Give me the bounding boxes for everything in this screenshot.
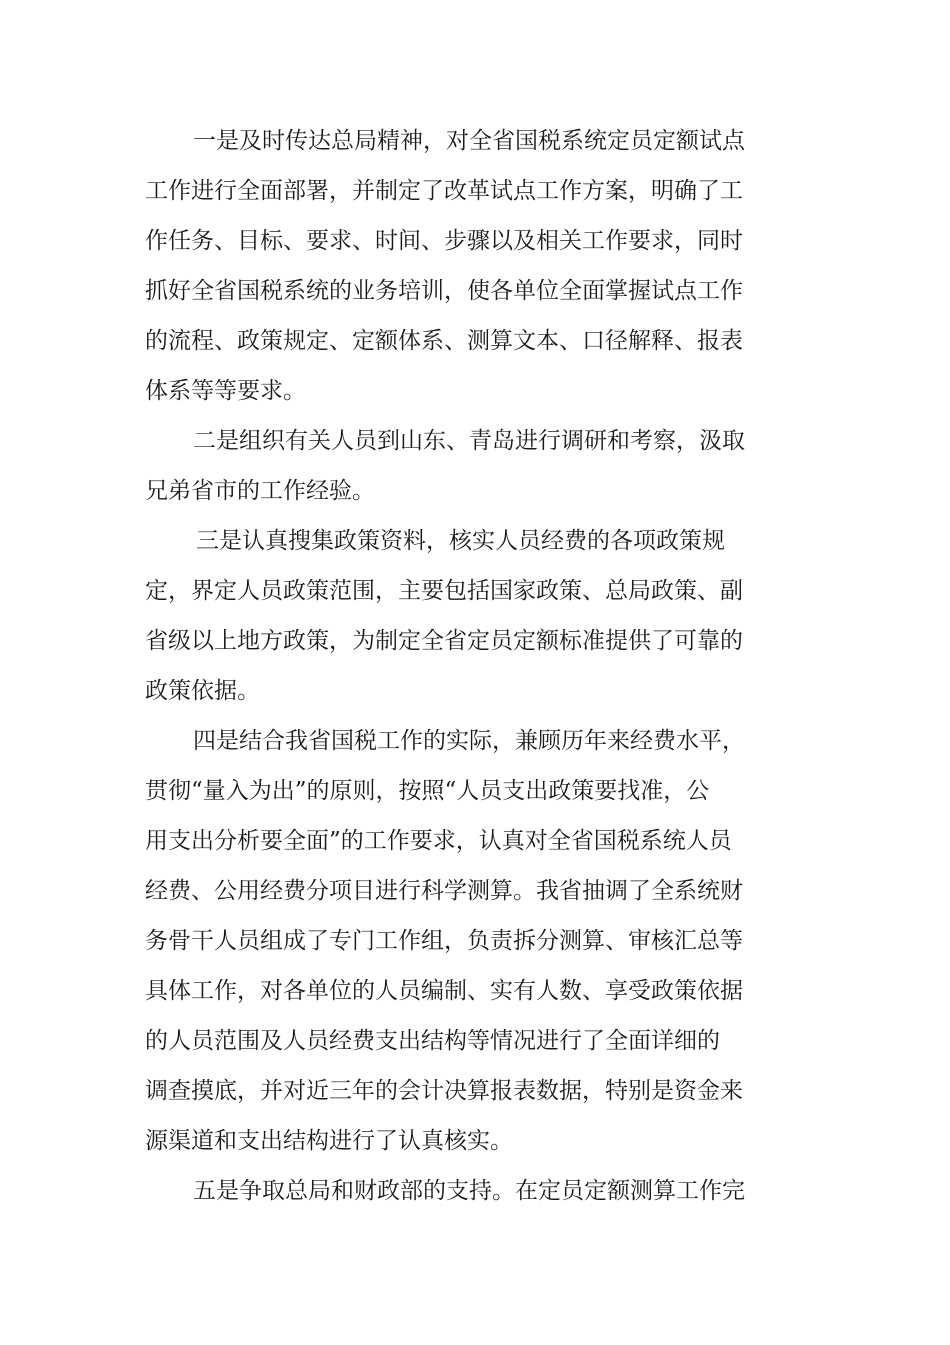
paragraph-4-line-3: 用支出分析要全面”的工作要求，认真对全省国税系统人员: [145, 828, 732, 854]
paragraph-4-line-9: 源渠道和支出结构进行了认真核实。: [145, 1128, 513, 1154]
paragraph-1-line-2: 工作进行全面部署，并制定了改革试点工作方案，明确了工: [145, 178, 743, 204]
paragraph-1-line-1: 一是及时传达总局精神，对全省国税系统定员定额试点: [193, 128, 745, 154]
paragraph-4-line-2: 贯彻“量入为出”的原则，按照“人员支出政策要找准，公: [145, 778, 710, 804]
paragraph-4-line-5: 务骨干人员组成了专门工作组，负责拆分测算、审核汇总等: [145, 928, 743, 954]
paragraph-2-line-2: 兄弟省市的工作经验。: [145, 478, 375, 504]
paragraph-3-line-2: 定，界定人员政策范围，主要包括国家政策、总局政策、副: [145, 578, 743, 604]
paragraph-3-line-4: 政策依据。: [145, 678, 260, 704]
paragraph-3-line-3: 省级以上地方政策，为制定全省定员定额标准提供了可靠的: [145, 628, 743, 654]
paragraph-1-line-5: 的流程、政策规定、定额体系、测算文本、口径解释、报表: [145, 328, 743, 354]
paragraph-1-line-4: 抓好全省国税系统的业务培训，使各单位全面掌握试点工作: [145, 278, 743, 304]
paragraph-4-line-1: 四是结合我省国税工作的实际，兼顾历年来经费水平，: [193, 728, 745, 754]
paragraph-4-line-6: 具体工作，对各单位的人员编制、实有人数、享受政策依据: [145, 978, 743, 1004]
paragraph-4-line-7: 的人员范围及人员经费支出结构等情况进行了全面详细的: [145, 1028, 720, 1054]
paragraph-4-line-4: 经费、公用经费分项目进行科学测算。我省抽调了全系统财: [145, 878, 743, 904]
paragraph-4-line-8: 调查摸底，并对近三年的会计决算报表数据，特别是资金来: [145, 1078, 743, 1104]
paragraph-1-line-3: 作任务、目标、要求、时间、步骤以及相关工作要求，同时: [145, 228, 743, 254]
paragraph-2-line-1: 二是组织有关人员到山东、青岛进行调研和考察，汲取: [193, 428, 745, 454]
paragraph-5-line-1: 五是争取总局和财政部的支持。在定员定额测算工作完: [193, 1178, 745, 1204]
paragraph-3-line-1: 三是认真搜集政策资料，核实人员经费的各项政策规: [196, 528, 725, 554]
paragraph-1-line-6: 体系等等要求。: [145, 378, 306, 404]
